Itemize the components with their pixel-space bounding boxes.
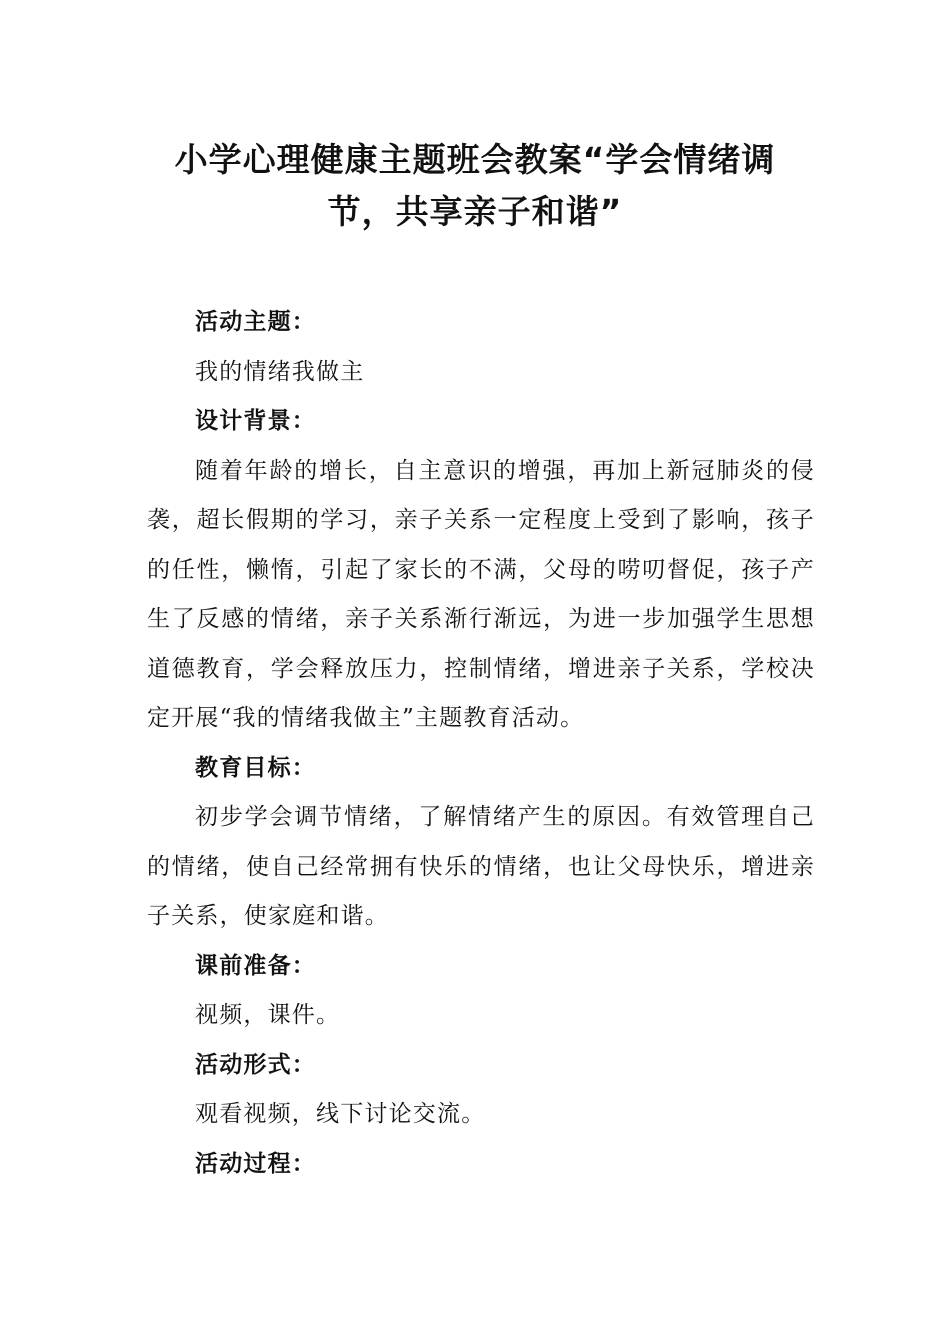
background-content: 随着年龄的增长，自主意识的增强，再加上新冠肺炎的侵袭，超长假期的学习，亲子关系一定程度上受到了影响，孩子的任性，懒惰，引起了家长的不满，父母的唠叨督促，孩子产生了反感的情绪，亲子关系渐行渐远，为进一步加强学生思想道德教育，学会释放压力，控制情绪，增进亲子关系，学校决定开展“我的情绪我做主”主题教育活动。 — [147, 457, 815, 731]
theme-content: 我的情绪我做主 — [195, 358, 365, 385]
document-title-line2: 节，共享亲子和谐” — [327, 192, 623, 231]
background-heading: 设计背景： — [195, 408, 316, 434]
preparation-heading: 课前准备： — [195, 952, 316, 979]
goal-heading: 教育目标： — [195, 754, 316, 781]
form-content: 观看视频，线下讨论交流。 — [195, 1101, 486, 1127]
theme-heading: 活动主题： — [195, 309, 316, 335]
preparation-content: 视频，课件。 — [195, 1002, 341, 1028]
document-body — [147, 298, 815, 1189]
form-heading: 活动形式： — [195, 1051, 316, 1078]
process-heading: 活动过程： — [195, 1150, 316, 1177]
goal-content: 初步学会调节情绪，了解情绪产生的原因。有效管理自己的情绪，使自己经常拥有快乐的情绪，也让父母快乐，增进亲子关系，使家庭和谐。 — [147, 804, 815, 929]
document-title-line1: 小学心理健康主题班会教案“学会情绪调 — [174, 140, 776, 179]
